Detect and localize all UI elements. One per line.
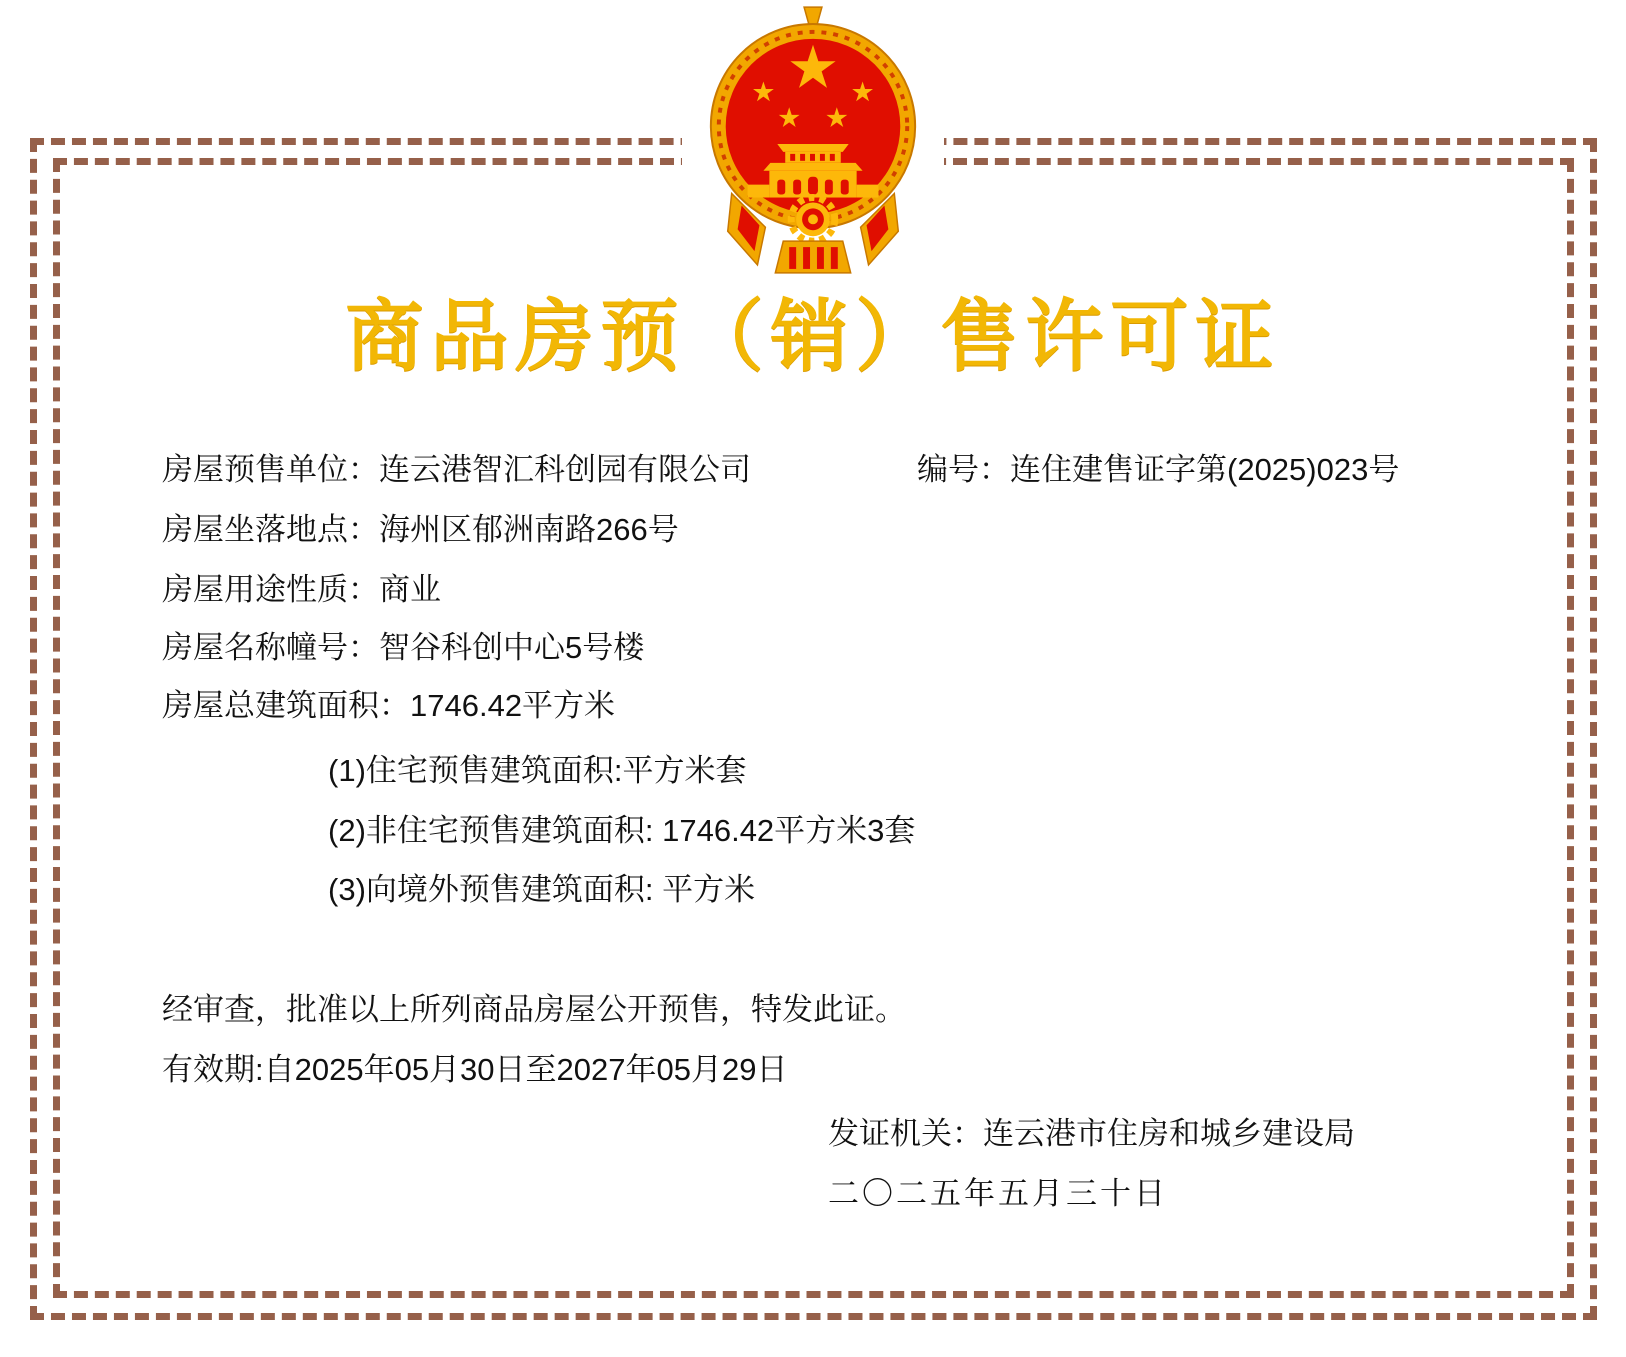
field-presale-unit-label: 房屋预售单位： <box>162 452 379 487</box>
issue-date: 二〇二五年五月三十日 <box>828 1176 1168 1211</box>
field-building-name-label: 房屋名称幢号： <box>162 630 379 665</box>
field-location-value: 海州区郁洲南路266号 <box>379 512 679 547</box>
field-total-area-label: 房屋总建筑面积： <box>162 688 410 723</box>
field-usage <box>162 572 441 608</box>
certificate-title: 商品房预（销）售许可证 <box>345 293 1281 380</box>
certificate-number: 编号：连住建售证字第(2025)023号 <box>917 452 1400 487</box>
field-building-name <box>162 630 644 666</box>
field-presale-unit <box>162 452 751 488</box>
field-usage-value: 商业 <box>379 572 441 607</box>
issuing-authority <box>828 1116 1355 1152</box>
issuing-authority-label: 发证机关： <box>828 1116 983 1151</box>
field-location <box>162 512 679 548</box>
sub-field-residential-area: (1)住宅预售建筑面积:平方米套 <box>328 753 747 788</box>
field-location-label: 房屋坐落地点： <box>162 512 379 547</box>
field-presale-unit-value: 连云港智汇科创园有限公司 <box>379 452 751 487</box>
approval-statement: 经审查，批准以上所列商品房屋公开预售，特发此证。 <box>162 992 906 1027</box>
validity-period: 有效期:自2025年05月30日至2027年05月29日 <box>162 1052 788 1087</box>
prc-emblem-icon <box>694 4 932 278</box>
national-emblem <box>682 4 944 282</box>
field-total-area-value: 1746.42平方米 <box>410 688 616 723</box>
field-building-name-value: 智谷科创中心5号楼 <box>379 630 645 665</box>
field-total-area <box>162 688 615 724</box>
sub-field-nonresidential-area: (2)非住宅预售建筑面积: 1746.42平方米3套 <box>328 813 916 848</box>
sub-field-overseas-area: (3)向境外预售建筑面积: 平方米 <box>328 872 756 907</box>
issuing-authority-value: 连云港市住房和城乡建设局 <box>983 1116 1355 1151</box>
field-usage-label: 房屋用途性质： <box>162 572 379 607</box>
